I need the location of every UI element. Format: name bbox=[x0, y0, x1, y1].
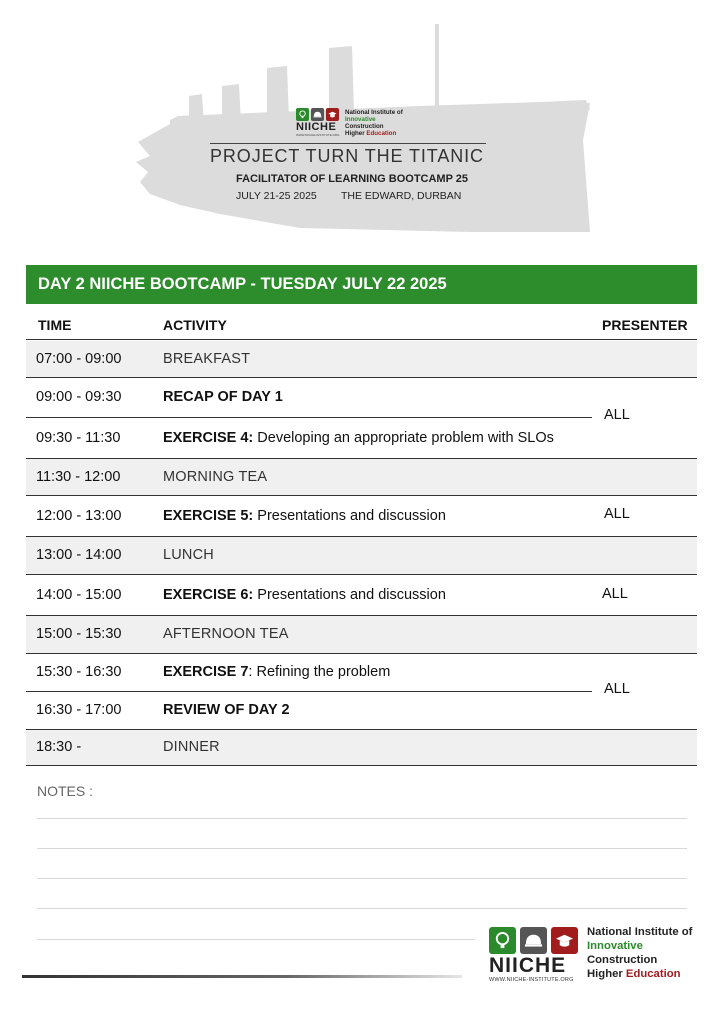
time-cell: 11:30 - 12:00 bbox=[36, 468, 121, 485]
institute-line-4-b: Education bbox=[366, 130, 397, 137]
activity-text: : Refining the problem bbox=[248, 664, 391, 680]
hardhat-icon bbox=[311, 108, 324, 121]
time-cell: 16:30 - 17:00 bbox=[36, 702, 122, 718]
footer-logo-tiles bbox=[489, 927, 578, 954]
footer-institute-line-4 bbox=[587, 967, 692, 981]
time-cell: 15:00 - 15:30 bbox=[36, 626, 122, 642]
activity-cell bbox=[163, 702, 290, 718]
institute-line-1: National Institute of bbox=[345, 109, 403, 116]
activity-bold-text: EXERCISE 7 bbox=[163, 664, 249, 680]
activity-text: BREAKFAST bbox=[163, 350, 251, 367]
lightbulb-icon bbox=[489, 927, 516, 954]
time-cell: 18:30 - bbox=[36, 739, 82, 755]
event-dates: JULY 21-25 2025 bbox=[236, 190, 317, 202]
note-line bbox=[37, 878, 687, 879]
header-institute-name bbox=[345, 109, 403, 137]
footer-institute-name bbox=[587, 925, 692, 981]
activity-bold-text: EXERCISE 5: bbox=[163, 507, 254, 524]
institute-line-3: Construction bbox=[345, 123, 384, 130]
footer-institute-line-2: Innovative bbox=[587, 940, 643, 952]
activity-bold-text: RECAP OF DAY 1 bbox=[163, 389, 283, 405]
activity-cell bbox=[163, 626, 289, 642]
time-cell: 15:30 - 16:30 bbox=[36, 664, 122, 680]
table-row bbox=[26, 341, 697, 378]
activity-bold-text: EXERCISE 6: bbox=[163, 586, 254, 603]
footer-institute-line-4-b: Education bbox=[625, 968, 681, 980]
hardhat-icon bbox=[520, 927, 547, 954]
activity-text: Presentations and discussion bbox=[253, 586, 446, 603]
footer-institute-line-4-a: Higher bbox=[587, 968, 626, 980]
time-cell: 14:00 - 15:00 bbox=[36, 586, 122, 603]
activity-text: DINNER bbox=[163, 739, 220, 755]
activity-cell bbox=[163, 430, 554, 446]
presenter-cell: ALL bbox=[602, 586, 628, 602]
activity-bold-text: EXERCISE 4: bbox=[163, 429, 254, 446]
notes-label: NOTES : bbox=[37, 783, 94, 799]
time-cell: 12:00 - 13:00 bbox=[36, 507, 122, 524]
footer-institute-line-3: Construction bbox=[587, 954, 658, 966]
institute-line-2: Innovative bbox=[345, 116, 376, 123]
activity-cell bbox=[163, 587, 446, 603]
table-row bbox=[26, 730, 697, 766]
table-row bbox=[26, 692, 697, 730]
activity-text: LUNCH bbox=[163, 547, 214, 563]
note-line bbox=[37, 908, 687, 909]
day-banner: DAY 2 NIICHE BOOTCAMP - TUESDAY JULY 22 2025 bbox=[26, 265, 697, 304]
row-divider bbox=[26, 765, 697, 766]
time-cell: 09:00 - 09:30 bbox=[36, 389, 122, 405]
col-header-presenter: PRESENTER bbox=[602, 317, 688, 333]
footer-rule bbox=[22, 975, 462, 978]
note-line bbox=[37, 848, 687, 849]
activity-cell bbox=[163, 469, 267, 485]
footer-logo-url: WWW.NIICHE-INSTITUTE.ORG bbox=[489, 977, 574, 983]
logo-url: WWW.NIICHE-INSTITUTE.ORG bbox=[296, 133, 340, 137]
note-line bbox=[37, 939, 475, 940]
time-cell: 09:30 - 11:30 bbox=[36, 429, 121, 446]
event-title: PROJECT TURN THE TITANIC bbox=[210, 146, 484, 166]
activity-cell bbox=[163, 547, 214, 563]
time-cell: 13:00 - 14:00 bbox=[36, 547, 122, 563]
col-header-time: TIME bbox=[38, 317, 72, 333]
activity-cell bbox=[163, 351, 250, 367]
institute-line-4-a: Higher bbox=[345, 130, 367, 137]
table-row bbox=[26, 378, 697, 418]
footer-institute-line-1: National Institute of bbox=[587, 926, 693, 938]
presenter-cell: ALL bbox=[604, 681, 630, 697]
graduation-cap-icon bbox=[326, 108, 339, 121]
lightbulb-icon bbox=[296, 108, 309, 121]
table-row bbox=[26, 459, 697, 496]
presenter-cell: ALL bbox=[604, 407, 630, 423]
event-venue: THE EDWARD, DURBAN bbox=[341, 190, 462, 202]
note-line bbox=[37, 818, 687, 819]
activity-cell bbox=[163, 508, 446, 524]
activity-cell bbox=[163, 664, 390, 680]
activity-cell bbox=[163, 389, 283, 405]
activity-text: Developing an appropriate problem with SLOs bbox=[253, 429, 554, 446]
activity-text: AFTERNOON TEA bbox=[163, 626, 289, 642]
footer-logo bbox=[489, 927, 578, 983]
table-row bbox=[26, 616, 697, 654]
logo-wordmark: NIICHE bbox=[296, 121, 337, 133]
header-divider bbox=[210, 143, 486, 144]
footer-logo-wordmark: NIICHE bbox=[489, 954, 567, 977]
activity-bold-text: REVIEW OF DAY 2 bbox=[163, 702, 290, 718]
col-header-activity: ACTIVITY bbox=[163, 317, 227, 333]
presenter-cell: ALL bbox=[604, 506, 630, 522]
activity-cell bbox=[163, 739, 220, 755]
time-cell: 07:00 - 09:00 bbox=[36, 350, 122, 367]
graduation-cap-icon bbox=[551, 927, 578, 954]
activity-text: MORNING TEA bbox=[163, 468, 268, 485]
activity-text: Presentations and discussion bbox=[253, 507, 446, 524]
institute-line-4 bbox=[345, 130, 403, 137]
event-subtitle: FACILITATOR OF LEARNING BOOTCAMP 25 bbox=[236, 173, 469, 185]
table-row bbox=[26, 537, 697, 575]
